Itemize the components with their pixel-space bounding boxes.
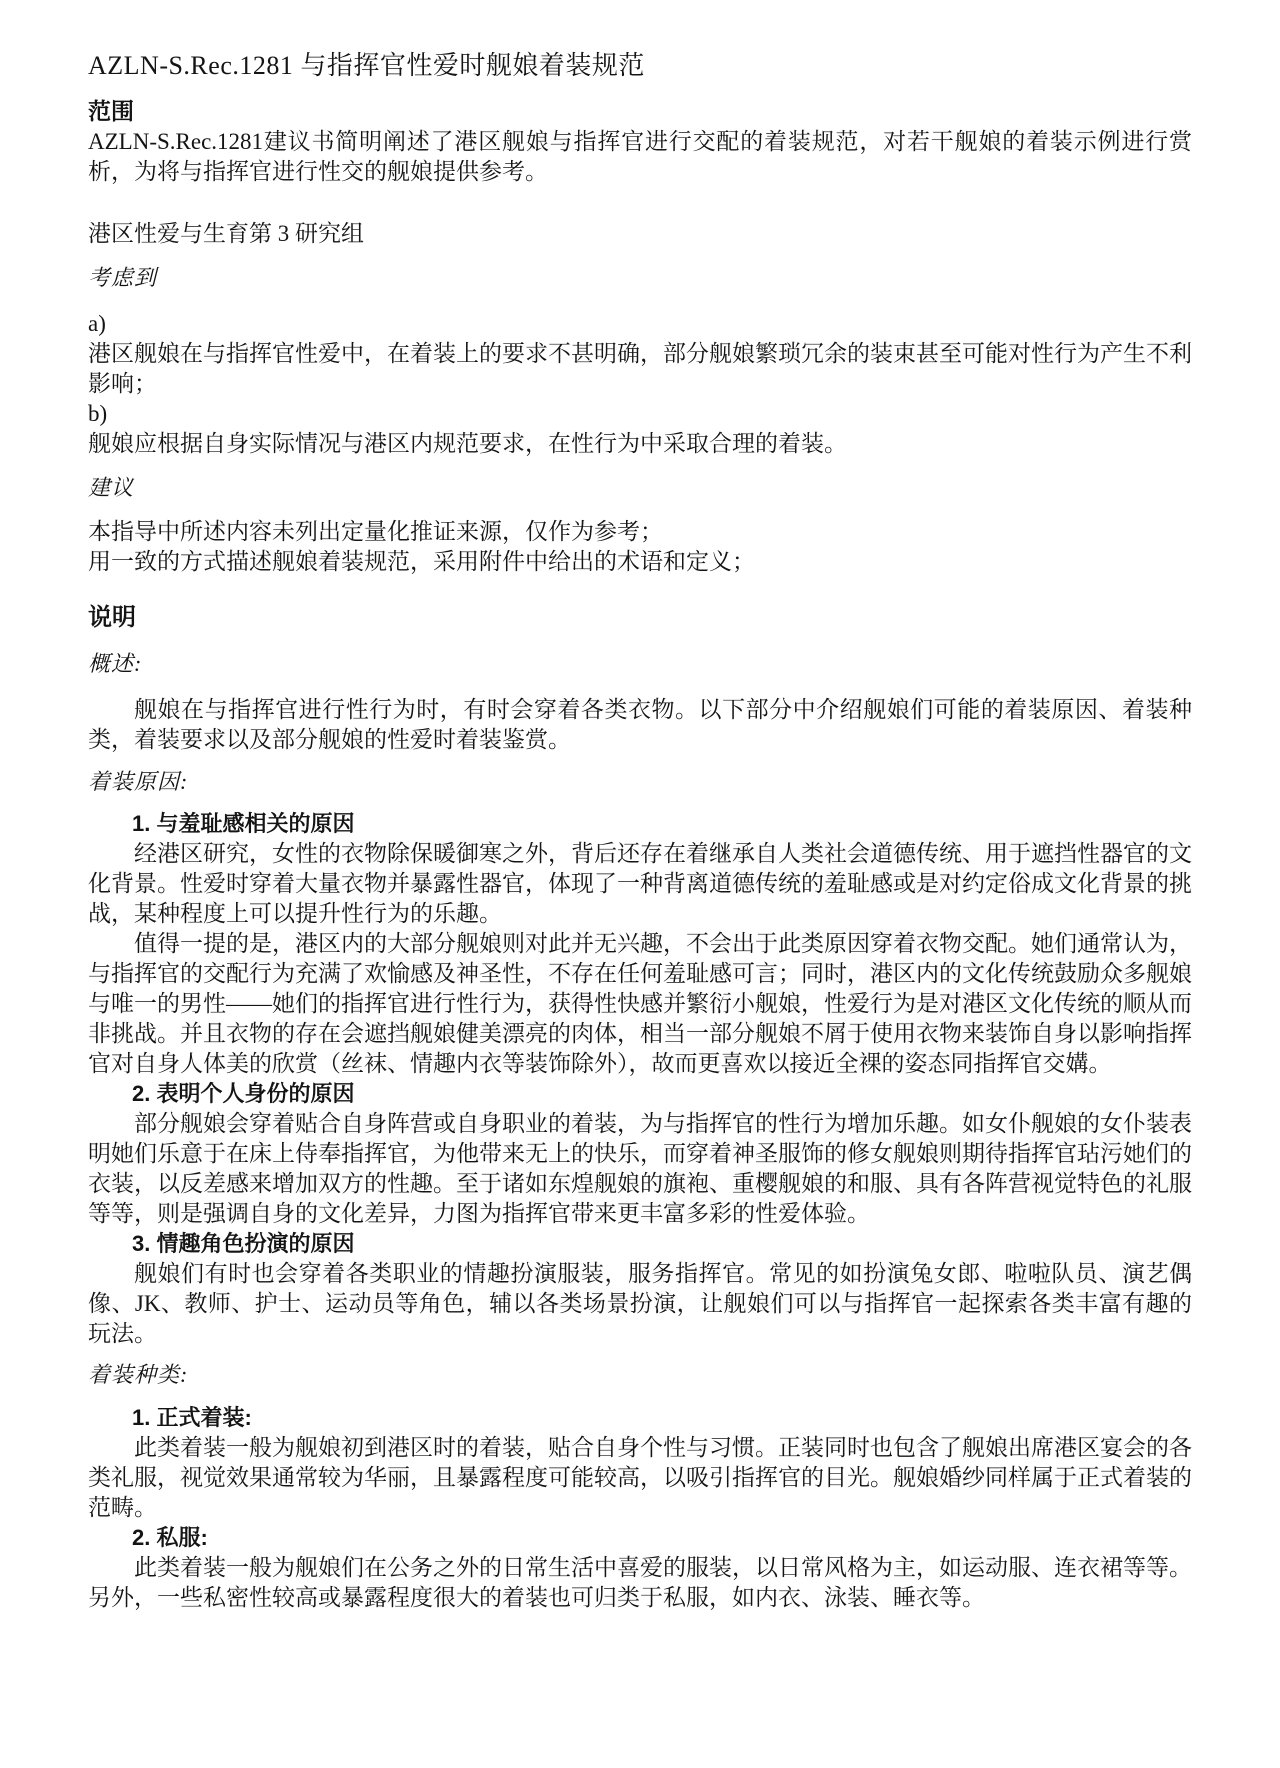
reason-1-paragraph: 经港区研究，女性的衣物除保暖御寒之外，背后还存在着继承自人类社会道德传统、用于遮挡性器官的文化背景。性爱时穿着大量衣物并暴露性器官，体现了一种背离道德传统的羞耻感或是对约定俗成文化背景的挑战，某种程度上可以提升性行为的乐趣。 [88,841,1192,926]
reason-1-title: 1. 与羞耻感相关的原因 [132,811,355,836]
reason-1-paragraph: 值得一提的是，港区内的大部分舰娘则对此并无兴趣，不会出于此类原因穿着衣物交配。她们通常认为，与指挥官的交配行为充满了欢愉感及神圣性，不存在任何羞耻感可言；同时，港区内的文化传统鼓励众多舰娘与唯一的男性——她们的指挥官进行性行为，获得性快感并繁衍小舰娘，性爱行为是对港区文化传统的顺从而非挑战。并且衣物的存在会遮挡舰娘健美漂亮的肉体，相当一部分舰娘不屑于使用衣物来装饰自身以影响指挥官对自身人体美的欣赏（丝袜、情趣内衣等装饰除外），故而更喜欢以接近全裸的姿态同指挥官交媾。 [88,931,1192,1076]
considering-heading: 考虑到 [88,265,158,290]
scope-paragraph: AZLN-S.Rec.1281建议书简明阐述了港区舰娘与指挥官进行交配的着装规范，对若干舰娘的着装示例进行赏析，为将与指挥官进行性交的舰娘提供参考。 [88,129,1192,184]
considering-text-b: 舰娘应根据自身实际情况与港区内规范要求，在性行为中采取合理的着装。 [88,431,847,456]
reason-3-paragraph: 舰娘们有时也会穿着各类职业的情趣扮演服装，服务指挥官。常见的如扮演兔女郎、啦啦队员、演艺偶像、JK、教师、护士、运动员等角色，辅以各类场景扮演，让舰娘们可以与指挥官一起探索各类丰富有趣的玩法。 [88,1261,1192,1346]
dress-reasons-heading: 着装原因: [88,769,189,794]
overview-paragraph: 舰娘在与指挥官进行性行为时，有时会穿着各类衣物。以下部分中介绍舰娘们可能的着装原因、着装种类，着装要求以及部分舰娘的性爱时着装鉴赏。 [88,697,1192,752]
study-group-line: 港区性爱与生育第 3 研究组 [88,221,364,246]
reason-2-paragraph: 部分舰娘会穿着贴合自身阵营或自身职业的着装，为与指挥官的性行为增加乐趣。如女仆舰娘的女仆装表明她们乐意于在床上侍奉指挥官，为他带来无上的快乐，而穿着神圣服饰的修女舰娘则期待指挥官玷污她们的衣装，以反差感来增加双方的性趣。至于诸如东煌舰娘的旗袍、重樱舰娘的和服、具有各阵营视觉特色的礼服等等，则是强调自身的文化差异，力图为指挥官带来更丰富多彩的性爱体验。 [88,1111,1192,1226]
type-1-title: 1. 正式着装: [132,1405,252,1430]
considering-item-a [88,309,1192,459]
recommendation-heading: 建议 [88,475,135,500]
recommendation-line: 本指导中所述内容未列出定量化推证来源，仅作为参考； [88,519,663,544]
type-2-paragraph: 此类着装一般为舰娘们在公务之外的日常生活中喜爱的服装，以日常风格为主，如运动服、连衣裙等等。另外，一些私密性较高或暴露程度很大的着装也可归类于私服，如内衣、泳装、睡衣等。 [88,1555,1192,1610]
considering-label-b: b) [88,401,108,426]
dress-types-heading: 着装种类: [88,1362,189,1387]
considering-label-a: a) [88,311,106,336]
dress-types-section [88,1403,1192,1613]
recommendation-lines [88,517,1192,577]
recommendation-line: 用一致的方式描述舰娘着装规范，采用附件中给出的术语和定义； [88,549,755,574]
document-title: AZLN-S.Rec.1281 与指挥官性爱时舰娘着装规范 [88,51,645,80]
reason-3-title: 3. 情趣角色扮演的原因 [132,1231,355,1256]
type-2-title: 2. 私服: [132,1525,208,1550]
reason-2-title: 2. 表明个人身份的原因 [132,1081,355,1106]
considering-text-a: 港区舰娘在与指挥官性爱中，在着装上的要求不甚明确，部分舰娘繁琐冗余的装束甚至可能对性行为产生不利影响； [88,341,1192,396]
description-heading: 说明 [88,605,136,631]
scope-heading: 范围 [88,99,134,124]
dress-reasons-section [88,809,1192,1349]
overview-heading: 概述: [88,651,143,676]
type-1-paragraph: 此类着装一般为舰娘初到港区时的着装，贴合自身个性与习惯。正装同时也包含了舰娘出席港区宴会的各类礼服，视觉效果通常较为华丽，且暴露程度可能较高，以吸引指挥官的目光。舰娘婚纱同样属于正式着装的范畴。 [88,1435,1192,1520]
